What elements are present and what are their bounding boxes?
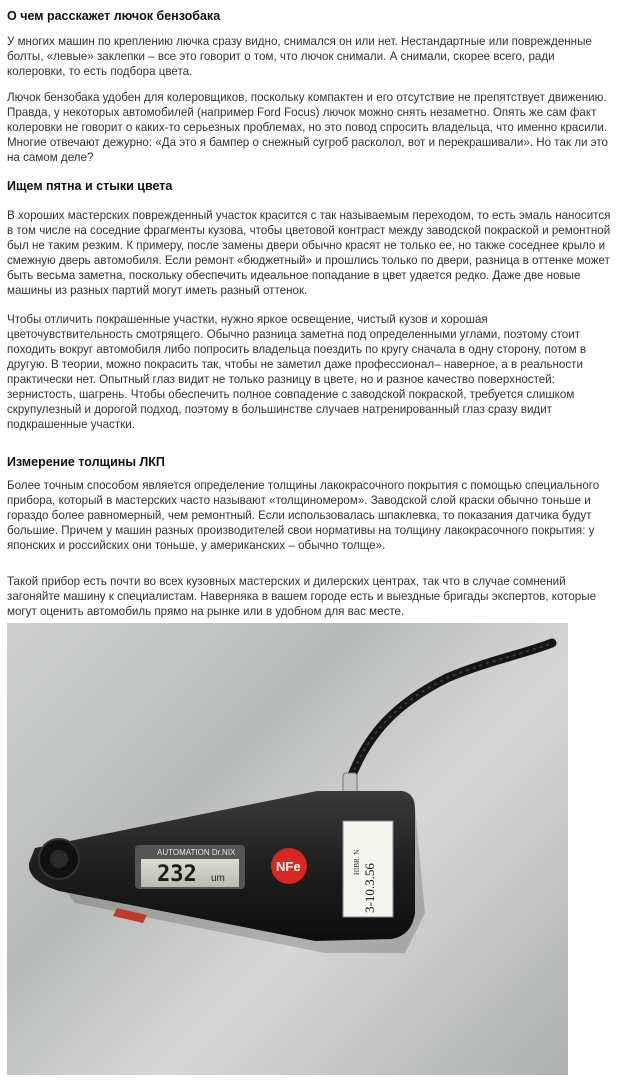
display-value: 232 [157, 862, 197, 887]
section-heading: Ищем пятна и стыки цвета [7, 179, 173, 193]
paragraph: Такой прибор есть почти во всех кузовных мастерских и дилерских центрах, так что в случае сомнений загоняйте машину к специалистам. Наверняка в вашем городе есть и выездные бригады экспертов, которые могут оценить автомобиль прямо на рынке или в удобном для вас месте. [7, 575, 597, 618]
nfe-badge-label: NFe [276, 859, 301, 874]
paragraph: В хороших мастерских поврежденный участок красится с так называемым переходом, то есть эмаль наносится в том числе на соседние фрагменты кузова, чтобы цветовой контраст между заводской покраской и ремонтной был не таким резким. К примеру, после замены двери обычно красят не только ее, но также соседнее крыло и смежную дверь автомобиля. Если ремонт «бюджетный» и прошлись только по двери, разница в оттенке может быть весьма заметна, поскольку обеспечить идеальное попадание в цвет удается редко. Даже две новые машины из разных партий могут иметь разный оттенок. [7, 209, 611, 297]
probe-cable [349, 643, 552, 783]
paragraph: Более точным способом является определение толщины лакокрасочного покрытия с помощью специального прибора, который в мастерских часто называют «толщиномером». Заводской слой краски обычно тоньше и гораздо более равномерный, чем ремонтный. Если использовалась шпаклевка, то показания датчика будут большие. Причем у машин разных производителей свои нормативы на толщину лакокрасочного покрытия: у японских и российских они тоньше, у американских – обычно толще». [7, 479, 600, 552]
paragraph: Чтобы отличить покрашенные участки, нужно яркое освещение, чистый кузов и хорошая цветочувствительность смотрящего. Обычно разница заметна под определенными углами, поэтому стоит походить вокруг автомобиля либо попросить владельца поездить по кругу сначала в одну сторону, потом в другую. В теории, можно покрасить так, чтобы не заметил даже профессионал– наверное, а в реальности практически нет. Опытный глаз видит не только разницу в цвете, но и разное качество поверхностей: зернистость, шагрень. Чтобы обеспечить полное совпадение с заводской покраской, требуется слишком скрупулезный и дорогой подход, поэтому в большинстве случаев натренированный глаз сразу видит подкрашенные участки. [7, 313, 586, 431]
sticker-label: HIBR. N [353, 849, 361, 875]
sticker-serial: 3-10.3.56 [362, 863, 377, 913]
section-heading: О чем расскажет лючок бензобака [7, 9, 221, 23]
brand-label: AUTOMATION Dr.NIX [157, 848, 236, 857]
paragraph: Лючок бензобака удобен для колеровщиков, поскольку компактен и его отсутствие не препятствует движению. Правда, у некоторых автомобилей (например Ford Focus) лючок можно снять незаметно. Опять же сам факт колеровки не говорит о каких-то серьезных проблемах, но это повод спросить владельца, что именно красили. Многие отвечают дежурно: «Да это я бампер о снежный сугроб расколол, вот и перекрашивали». Но так ли это на самом деле? [7, 91, 608, 164]
section-heading: Измерение толщины ЛКП [7, 455, 165, 469]
thickness-gauge-photo [7, 623, 568, 1075]
paragraph: У многих машин по креплению лючка сразу видно, снимался он или нет. Нестандартные или поврежденные болты, «левые» заклепки – все это говорит о том, что лючок снимали. А снимали, скорее всего, ради колеровки, то есть подбора цвета. [7, 35, 592, 78]
display-unit: um [211, 873, 225, 884]
